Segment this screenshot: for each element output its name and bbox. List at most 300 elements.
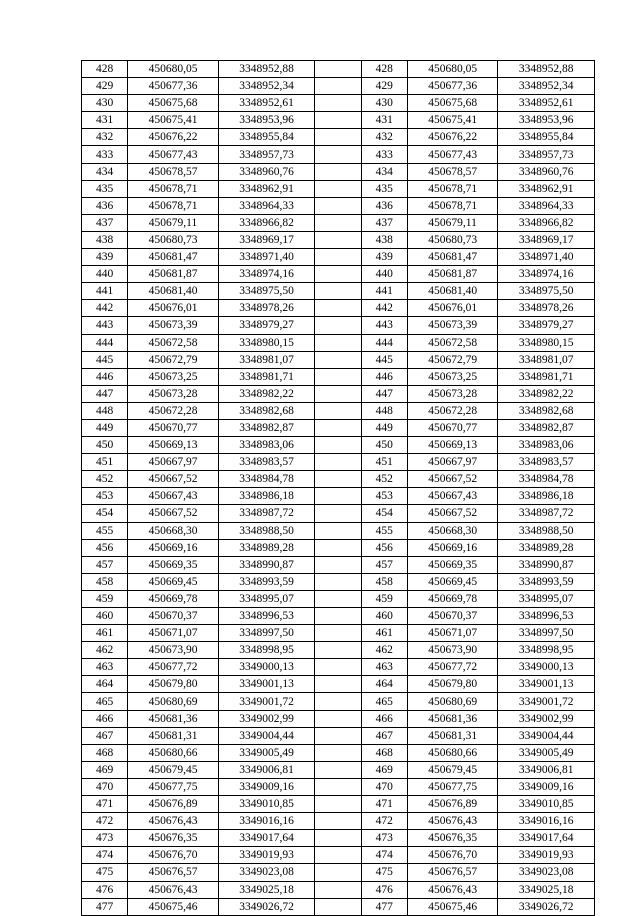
table-row: [82, 710, 595, 727]
table-row: [82, 522, 595, 539]
left-y-coordinate-cell: 3348979,27: [218, 317, 315, 334]
right-x-coordinate-cell: 450668,30: [407, 522, 498, 539]
right-point-number-cell: 463: [361, 659, 407, 676]
left-x-coordinate-cell: 450672,28: [128, 402, 219, 419]
right-y-coordinate-cell: 3349002,99: [498, 710, 595, 727]
right-point-number-cell: 462: [361, 642, 407, 659]
gap-cell: [315, 830, 361, 847]
right-y-coordinate-cell: 3348982,22: [498, 385, 595, 402]
table-row: [82, 744, 595, 761]
right-point-number-cell: 459: [361, 590, 407, 607]
right-y-coordinate-cell: 3348980,15: [498, 334, 595, 351]
gap-cell: [315, 249, 361, 266]
right-y-coordinate-cell: 3348981,71: [498, 368, 595, 385]
left-y-coordinate-cell: 3349016,16: [218, 813, 315, 830]
right-point-number-cell: 441: [361, 283, 407, 300]
gap-cell: [315, 864, 361, 881]
table-row: [82, 95, 595, 112]
right-point-number-cell: 445: [361, 351, 407, 368]
table-row: [82, 266, 595, 283]
right-x-coordinate-cell: 450667,43: [407, 488, 498, 505]
right-x-coordinate-cell: 450678,71: [407, 197, 498, 214]
right-point-number-cell: 433: [361, 146, 407, 163]
right-x-coordinate-cell: 450675,46: [407, 898, 498, 915]
right-x-coordinate-cell: 450673,25: [407, 368, 498, 385]
table-row: [82, 693, 595, 710]
left-x-coordinate-cell: 450676,43: [128, 881, 219, 898]
gap-cell: [315, 573, 361, 590]
left-x-coordinate-cell: 450671,07: [128, 625, 219, 642]
left-y-coordinate-cell: 3349001,72: [218, 693, 315, 710]
right-x-coordinate-cell: 450681,40: [407, 283, 498, 300]
right-y-coordinate-cell: 3348971,40: [498, 249, 595, 266]
table-row: [82, 864, 595, 881]
left-point-number-cell: 468: [82, 744, 128, 761]
gap-cell: [315, 61, 361, 78]
gap-cell: [315, 146, 361, 163]
left-x-coordinate-cell: 450672,58: [128, 334, 219, 351]
left-point-number-cell: 473: [82, 830, 128, 847]
table-row: [82, 231, 595, 248]
right-point-number-cell: 430: [361, 95, 407, 112]
right-point-number-cell: 465: [361, 693, 407, 710]
right-y-coordinate-cell: 3349025,18: [498, 881, 595, 898]
left-point-number-cell: 459: [82, 590, 128, 607]
right-y-coordinate-cell: 3349000,13: [498, 659, 595, 676]
gap-cell: [315, 761, 361, 778]
gap-cell: [315, 505, 361, 522]
right-point-number-cell: 432: [361, 129, 407, 146]
right-point-number-cell: 476: [361, 881, 407, 898]
left-point-number-cell: 433: [82, 146, 128, 163]
right-x-coordinate-cell: 450669,16: [407, 539, 498, 556]
table-row: [82, 163, 595, 180]
right-x-coordinate-cell: 450670,37: [407, 608, 498, 625]
right-point-number-cell: 472: [361, 813, 407, 830]
left-x-coordinate-cell: 450678,71: [128, 197, 219, 214]
table-row: [82, 556, 595, 573]
table-row: [82, 847, 595, 864]
right-x-coordinate-cell: 450680,73: [407, 231, 498, 248]
left-point-number-cell: 446: [82, 368, 128, 385]
table-row: [82, 454, 595, 471]
gap-cell: [315, 419, 361, 436]
right-y-coordinate-cell: 3349009,16: [498, 778, 595, 795]
left-y-coordinate-cell: 3348986,18: [218, 488, 315, 505]
left-x-coordinate-cell: 450676,22: [128, 129, 219, 146]
table-row: [82, 249, 595, 266]
left-x-coordinate-cell: 450670,77: [128, 419, 219, 436]
right-y-coordinate-cell: 3348997,50: [498, 625, 595, 642]
left-y-coordinate-cell: 3348962,91: [218, 180, 315, 197]
gap-cell: [315, 197, 361, 214]
left-x-coordinate-cell: 450673,25: [128, 368, 219, 385]
left-y-coordinate-cell: 3348984,78: [218, 471, 315, 488]
left-point-number-cell: 439: [82, 249, 128, 266]
left-point-number-cell: 430: [82, 95, 128, 112]
table-row: [82, 539, 595, 556]
left-point-number-cell: 463: [82, 659, 128, 676]
table-row: [82, 830, 595, 847]
right-y-coordinate-cell: 3348984,78: [498, 471, 595, 488]
right-x-coordinate-cell: 450672,28: [407, 402, 498, 419]
right-x-coordinate-cell: 450676,43: [407, 813, 498, 830]
right-x-coordinate-cell: 450676,22: [407, 129, 498, 146]
right-y-coordinate-cell: 3348952,61: [498, 95, 595, 112]
left-point-number-cell: 443: [82, 317, 128, 334]
left-point-number-cell: 477: [82, 898, 128, 915]
left-x-coordinate-cell: 450673,39: [128, 317, 219, 334]
right-x-coordinate-cell: 450681,31: [407, 727, 498, 744]
left-x-coordinate-cell: 450676,01: [128, 300, 219, 317]
left-y-coordinate-cell: 3349002,99: [218, 710, 315, 727]
table-row: [82, 778, 595, 795]
right-point-number-cell: 458: [361, 573, 407, 590]
left-x-coordinate-cell: 450669,45: [128, 573, 219, 590]
left-y-coordinate-cell: 3348981,07: [218, 351, 315, 368]
left-y-coordinate-cell: 3348969,17: [218, 231, 315, 248]
right-y-coordinate-cell: 3348962,91: [498, 180, 595, 197]
right-x-coordinate-cell: 450681,36: [407, 710, 498, 727]
left-point-number-cell: 429: [82, 78, 128, 95]
left-x-coordinate-cell: 450669,35: [128, 556, 219, 573]
right-x-coordinate-cell: 450676,01: [407, 300, 498, 317]
left-x-coordinate-cell: 450672,79: [128, 351, 219, 368]
right-y-coordinate-cell: 3348953,96: [498, 112, 595, 129]
coordinate-sheet: [81, 60, 595, 913]
gap-cell: [315, 556, 361, 573]
table-row: [82, 78, 595, 95]
right-y-coordinate-cell: 3349026,72: [498, 898, 595, 915]
gap-cell: [315, 454, 361, 471]
right-x-coordinate-cell: 450677,36: [407, 78, 498, 95]
left-x-coordinate-cell: 450677,36: [128, 78, 219, 95]
right-y-coordinate-cell: 3348960,76: [498, 163, 595, 180]
right-x-coordinate-cell: 450681,87: [407, 266, 498, 283]
left-x-coordinate-cell: 450678,57: [128, 163, 219, 180]
left-y-coordinate-cell: 3348998,95: [218, 642, 315, 659]
left-point-number-cell: 432: [82, 129, 128, 146]
left-x-coordinate-cell: 450679,80: [128, 676, 219, 693]
right-y-coordinate-cell: 3348995,07: [498, 590, 595, 607]
left-point-number-cell: 455: [82, 522, 128, 539]
left-x-coordinate-cell: 450681,36: [128, 710, 219, 727]
right-y-coordinate-cell: 3348983,57: [498, 454, 595, 471]
left-y-coordinate-cell: 3348964,33: [218, 197, 315, 214]
right-x-coordinate-cell: 450678,57: [407, 163, 498, 180]
left-y-coordinate-cell: 3348987,72: [218, 505, 315, 522]
right-point-number-cell: 475: [361, 864, 407, 881]
left-x-coordinate-cell: 450677,72: [128, 659, 219, 676]
left-x-coordinate-cell: 450677,43: [128, 146, 219, 163]
right-point-number-cell: 447: [361, 385, 407, 402]
table-row: [82, 214, 595, 231]
left-y-coordinate-cell: 3348988,50: [218, 522, 315, 539]
gap-cell: [315, 744, 361, 761]
left-y-coordinate-cell: 3349006,81: [218, 761, 315, 778]
gap-cell: [315, 129, 361, 146]
right-point-number-cell: 466: [361, 710, 407, 727]
table-row: [82, 61, 595, 78]
left-x-coordinate-cell: 450675,46: [128, 898, 219, 915]
left-x-coordinate-cell: 450681,31: [128, 727, 219, 744]
gap-cell: [315, 334, 361, 351]
right-point-number-cell: 471: [361, 796, 407, 813]
table-row: [82, 351, 595, 368]
left-point-number-cell: 437: [82, 214, 128, 231]
left-x-coordinate-cell: 450681,40: [128, 283, 219, 300]
left-point-number-cell: 457: [82, 556, 128, 573]
right-x-coordinate-cell: 450675,41: [407, 112, 498, 129]
table-row: [82, 317, 595, 334]
left-y-coordinate-cell: 3348952,34: [218, 78, 315, 95]
table-row: [82, 112, 595, 129]
coordinate-table-body: [82, 61, 595, 916]
right-y-coordinate-cell: 3348993,59: [498, 573, 595, 590]
gap-cell: [315, 112, 361, 129]
right-point-number-cell: 439: [361, 249, 407, 266]
right-y-coordinate-cell: 3348983,06: [498, 437, 595, 454]
right-point-number-cell: 449: [361, 419, 407, 436]
left-point-number-cell: 462: [82, 642, 128, 659]
left-y-coordinate-cell: 3349001,13: [218, 676, 315, 693]
right-y-coordinate-cell: 3348978,26: [498, 300, 595, 317]
left-x-coordinate-cell: 450681,87: [128, 266, 219, 283]
left-y-coordinate-cell: 3348990,87: [218, 556, 315, 573]
table-row: [82, 385, 595, 402]
right-point-number-cell: 440: [361, 266, 407, 283]
left-x-coordinate-cell: 450667,52: [128, 471, 219, 488]
left-y-coordinate-cell: 3349026,72: [218, 898, 315, 915]
right-y-coordinate-cell: 3348998,95: [498, 642, 595, 659]
right-point-number-cell: 442: [361, 300, 407, 317]
table-row: [82, 761, 595, 778]
left-y-coordinate-cell: 3348978,26: [218, 300, 315, 317]
left-y-coordinate-cell: 3348980,15: [218, 334, 315, 351]
right-x-coordinate-cell: 450681,47: [407, 249, 498, 266]
left-y-coordinate-cell: 3348953,96: [218, 112, 315, 129]
left-x-coordinate-cell: 450679,45: [128, 761, 219, 778]
right-x-coordinate-cell: 450670,77: [407, 419, 498, 436]
right-point-number-cell: 431: [361, 112, 407, 129]
table-row: [82, 727, 595, 744]
left-point-number-cell: 448: [82, 402, 128, 419]
left-x-coordinate-cell: 450669,78: [128, 590, 219, 607]
right-y-coordinate-cell: 3348981,07: [498, 351, 595, 368]
right-x-coordinate-cell: 450678,71: [407, 180, 498, 197]
right-y-coordinate-cell: 3348975,50: [498, 283, 595, 300]
table-row: [82, 881, 595, 898]
left-y-coordinate-cell: 3348995,07: [218, 590, 315, 607]
right-point-number-cell: 454: [361, 505, 407, 522]
gap-cell: [315, 659, 361, 676]
right-point-number-cell: 437: [361, 214, 407, 231]
left-point-number-cell: 436: [82, 197, 128, 214]
left-point-number-cell: 428: [82, 61, 128, 78]
right-point-number-cell: 446: [361, 368, 407, 385]
left-point-number-cell: 453: [82, 488, 128, 505]
right-x-coordinate-cell: 450672,58: [407, 334, 498, 351]
left-point-number-cell: 456: [82, 539, 128, 556]
right-y-coordinate-cell: 3349004,44: [498, 727, 595, 744]
left-x-coordinate-cell: 450670,37: [128, 608, 219, 625]
right-point-number-cell: 467: [361, 727, 407, 744]
left-y-coordinate-cell: 3349009,16: [218, 778, 315, 795]
right-point-number-cell: 473: [361, 830, 407, 847]
left-y-coordinate-cell: 3348957,73: [218, 146, 315, 163]
left-point-number-cell: 440: [82, 266, 128, 283]
gap-cell: [315, 693, 361, 710]
right-point-number-cell: 474: [361, 847, 407, 864]
table-row: [82, 813, 595, 830]
table-row: [82, 368, 595, 385]
right-y-coordinate-cell: 3349006,81: [498, 761, 595, 778]
left-x-coordinate-cell: 450680,66: [128, 744, 219, 761]
left-y-coordinate-cell: 3348996,53: [218, 608, 315, 625]
left-x-coordinate-cell: 450678,71: [128, 180, 219, 197]
table-row: [82, 898, 595, 915]
right-y-coordinate-cell: 3348987,72: [498, 505, 595, 522]
right-x-coordinate-cell: 450677,72: [407, 659, 498, 676]
left-x-coordinate-cell: 450676,43: [128, 813, 219, 830]
right-point-number-cell: 436: [361, 197, 407, 214]
left-y-coordinate-cell: 3349000,13: [218, 659, 315, 676]
gap-cell: [315, 898, 361, 915]
gap-cell: [315, 539, 361, 556]
right-y-coordinate-cell: 3348982,68: [498, 402, 595, 419]
right-x-coordinate-cell: 450673,39: [407, 317, 498, 334]
left-point-number-cell: 465: [82, 693, 128, 710]
right-point-number-cell: 450: [361, 437, 407, 454]
right-x-coordinate-cell: 450676,57: [407, 864, 498, 881]
table-row: [82, 608, 595, 625]
left-point-number-cell: 464: [82, 676, 128, 693]
right-y-coordinate-cell: 3348957,73: [498, 146, 595, 163]
left-point-number-cell: 476: [82, 881, 128, 898]
left-point-number-cell: 447: [82, 385, 128, 402]
left-y-coordinate-cell: 3348952,88: [218, 61, 315, 78]
table-row: [82, 129, 595, 146]
table-row: [82, 471, 595, 488]
left-point-number-cell: 474: [82, 847, 128, 864]
right-x-coordinate-cell: 450675,68: [407, 95, 498, 112]
gap-cell: [315, 78, 361, 95]
table-row: [82, 437, 595, 454]
table-row: [82, 676, 595, 693]
gap-cell: [315, 231, 361, 248]
gap-cell: [315, 95, 361, 112]
left-y-coordinate-cell: 3348966,82: [218, 214, 315, 231]
left-y-coordinate-cell: 3348975,50: [218, 283, 315, 300]
left-y-coordinate-cell: 3348983,57: [218, 454, 315, 471]
gap-cell: [315, 727, 361, 744]
right-x-coordinate-cell: 450679,80: [407, 676, 498, 693]
left-y-coordinate-cell: 3348982,22: [218, 385, 315, 402]
table-row: [82, 625, 595, 642]
left-point-number-cell: 475: [82, 864, 128, 881]
right-y-coordinate-cell: 3348988,50: [498, 522, 595, 539]
right-x-coordinate-cell: 450676,35: [407, 830, 498, 847]
right-y-coordinate-cell: 3348990,87: [498, 556, 595, 573]
right-x-coordinate-cell: 450680,69: [407, 693, 498, 710]
table-row: [82, 419, 595, 436]
left-y-coordinate-cell: 3348982,68: [218, 402, 315, 419]
left-point-number-cell: 444: [82, 334, 128, 351]
right-x-coordinate-cell: 450673,90: [407, 642, 498, 659]
right-x-coordinate-cell: 450671,07: [407, 625, 498, 642]
right-point-number-cell: 470: [361, 778, 407, 795]
gap-cell: [315, 300, 361, 317]
left-point-number-cell: 435: [82, 180, 128, 197]
gap-cell: [315, 642, 361, 659]
gap-cell: [315, 351, 361, 368]
left-point-number-cell: 472: [82, 813, 128, 830]
gap-cell: [315, 590, 361, 607]
right-x-coordinate-cell: 450673,28: [407, 385, 498, 402]
left-point-number-cell: 461: [82, 625, 128, 642]
right-x-coordinate-cell: 450667,97: [407, 454, 498, 471]
gap-cell: [315, 402, 361, 419]
gap-cell: [315, 881, 361, 898]
left-point-number-cell: 434: [82, 163, 128, 180]
right-point-number-cell: 444: [361, 334, 407, 351]
left-point-number-cell: 467: [82, 727, 128, 744]
gap-cell: [315, 180, 361, 197]
gap-cell: [315, 608, 361, 625]
left-point-number-cell: 470: [82, 778, 128, 795]
table-row: [82, 642, 595, 659]
right-x-coordinate-cell: 450680,05: [407, 61, 498, 78]
gap-cell: [315, 471, 361, 488]
left-x-coordinate-cell: 450669,16: [128, 539, 219, 556]
left-x-coordinate-cell: 450676,89: [128, 796, 219, 813]
gap-cell: [315, 317, 361, 334]
right-point-number-cell: 469: [361, 761, 407, 778]
gap-cell: [315, 437, 361, 454]
right-point-number-cell: 457: [361, 556, 407, 573]
gap-cell: [315, 847, 361, 864]
right-y-coordinate-cell: 3348955,84: [498, 129, 595, 146]
right-x-coordinate-cell: 450667,52: [407, 471, 498, 488]
right-x-coordinate-cell: 450669,13: [407, 437, 498, 454]
left-point-number-cell: 441: [82, 283, 128, 300]
left-x-coordinate-cell: 450675,41: [128, 112, 219, 129]
left-x-coordinate-cell: 450677,75: [128, 778, 219, 795]
gap-cell: [315, 625, 361, 642]
gap-cell: [315, 266, 361, 283]
table-row: [82, 180, 595, 197]
right-point-number-cell: 428: [361, 61, 407, 78]
left-x-coordinate-cell: 450681,47: [128, 249, 219, 266]
right-x-coordinate-cell: 450667,52: [407, 505, 498, 522]
right-point-number-cell: 464: [361, 676, 407, 693]
left-point-number-cell: 458: [82, 573, 128, 590]
right-point-number-cell: 438: [361, 231, 407, 248]
left-x-coordinate-cell: 450680,05: [128, 61, 219, 78]
gap-cell: [315, 676, 361, 693]
right-point-number-cell: 451: [361, 454, 407, 471]
left-y-coordinate-cell: 3349019,93: [218, 847, 315, 864]
right-x-coordinate-cell: 450672,79: [407, 351, 498, 368]
left-x-coordinate-cell: 450680,69: [128, 693, 219, 710]
table-row: [82, 334, 595, 351]
right-y-coordinate-cell: 3348989,28: [498, 539, 595, 556]
left-x-coordinate-cell: 450680,73: [128, 231, 219, 248]
right-x-coordinate-cell: 450669,78: [407, 590, 498, 607]
left-point-number-cell: 445: [82, 351, 128, 368]
left-y-coordinate-cell: 3348971,40: [218, 249, 315, 266]
right-x-coordinate-cell: 450677,75: [407, 778, 498, 795]
